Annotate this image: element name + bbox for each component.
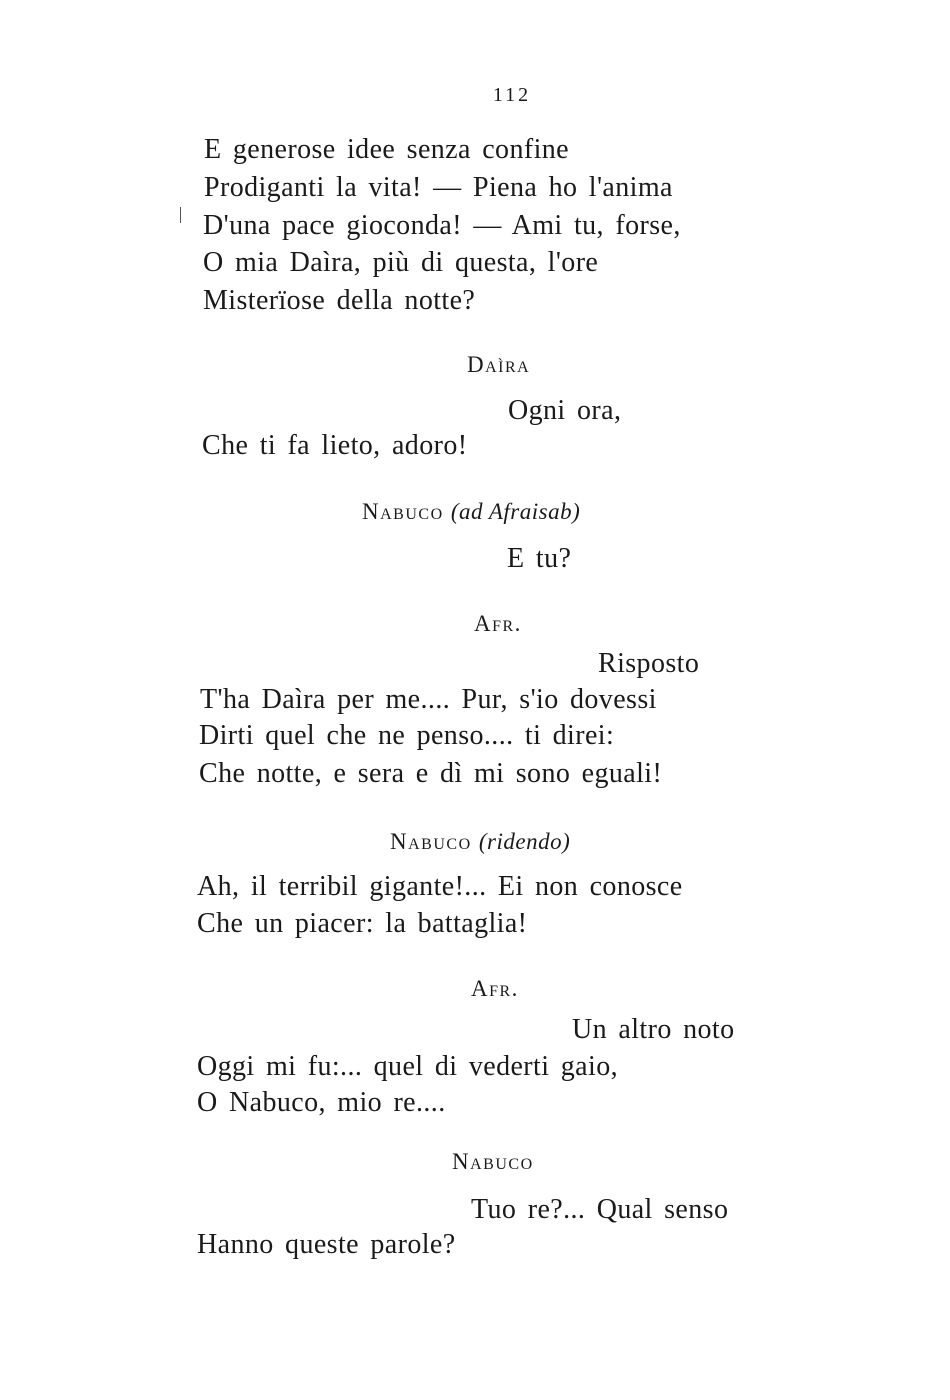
verse-line: Dirti quel che ne penso.... ti direi:	[199, 720, 615, 751]
stage-direction: (ridendo)	[478, 829, 571, 854]
verse-line: E generose idee senza confine	[204, 134, 569, 165]
verse-line: Ah, il terribil gigante!... Ei non conosce	[197, 871, 683, 902]
verse-line: O mia Daìra, più di questa, l'ore	[203, 247, 599, 278]
speaker-name: Nabuco	[362, 499, 444, 524]
verse-line: E tu?	[507, 543, 572, 574]
speaker-name: Afr.	[471, 976, 519, 1001]
verse-line: O Nabuco, mio re....	[197, 1087, 446, 1118]
verse-line: Misterïose della notte?	[203, 285, 476, 316]
speaker-line	[362, 500, 580, 523]
page-number: 112	[492, 84, 532, 106]
margin-mark	[180, 207, 181, 223]
speaker-name: Nabuco	[452, 1149, 534, 1174]
speaker-name: Nabuco	[390, 829, 472, 854]
stage-direction: (ad Afraisab)	[450, 499, 581, 524]
verse-line: Ogni ora,	[508, 395, 622, 426]
verse-line: Che un piacer: la battaglia!	[197, 908, 528, 939]
speaker-line	[390, 830, 570, 853]
verse-line: Tuo re?... Qual senso	[471, 1194, 729, 1225]
verse-line: Prodiganti la vita! — Piena ho l'anima	[204, 172, 673, 203]
verse-line: Hanno queste parole?	[197, 1229, 456, 1260]
verse-line: D'una pace gioconda! — Ami tu, forse,	[203, 210, 681, 241]
verse-line: Che notte, e sera e dì mi sono eguali!	[199, 758, 663, 789]
verse-line: T'ha Daìra per me.... Pur, s'io dovessi	[200, 684, 657, 715]
verse-line: Oggi mi fu:... quel di vederti gaio,	[197, 1051, 618, 1082]
speaker-name: Daìra	[467, 352, 531, 377]
verse-line: Che ti fa lieto, adoro!	[202, 430, 468, 461]
verse-line: Risposto	[598, 648, 700, 679]
speaker-name: Afr.	[474, 611, 522, 636]
verse-line: Un altro noto	[572, 1014, 735, 1045]
